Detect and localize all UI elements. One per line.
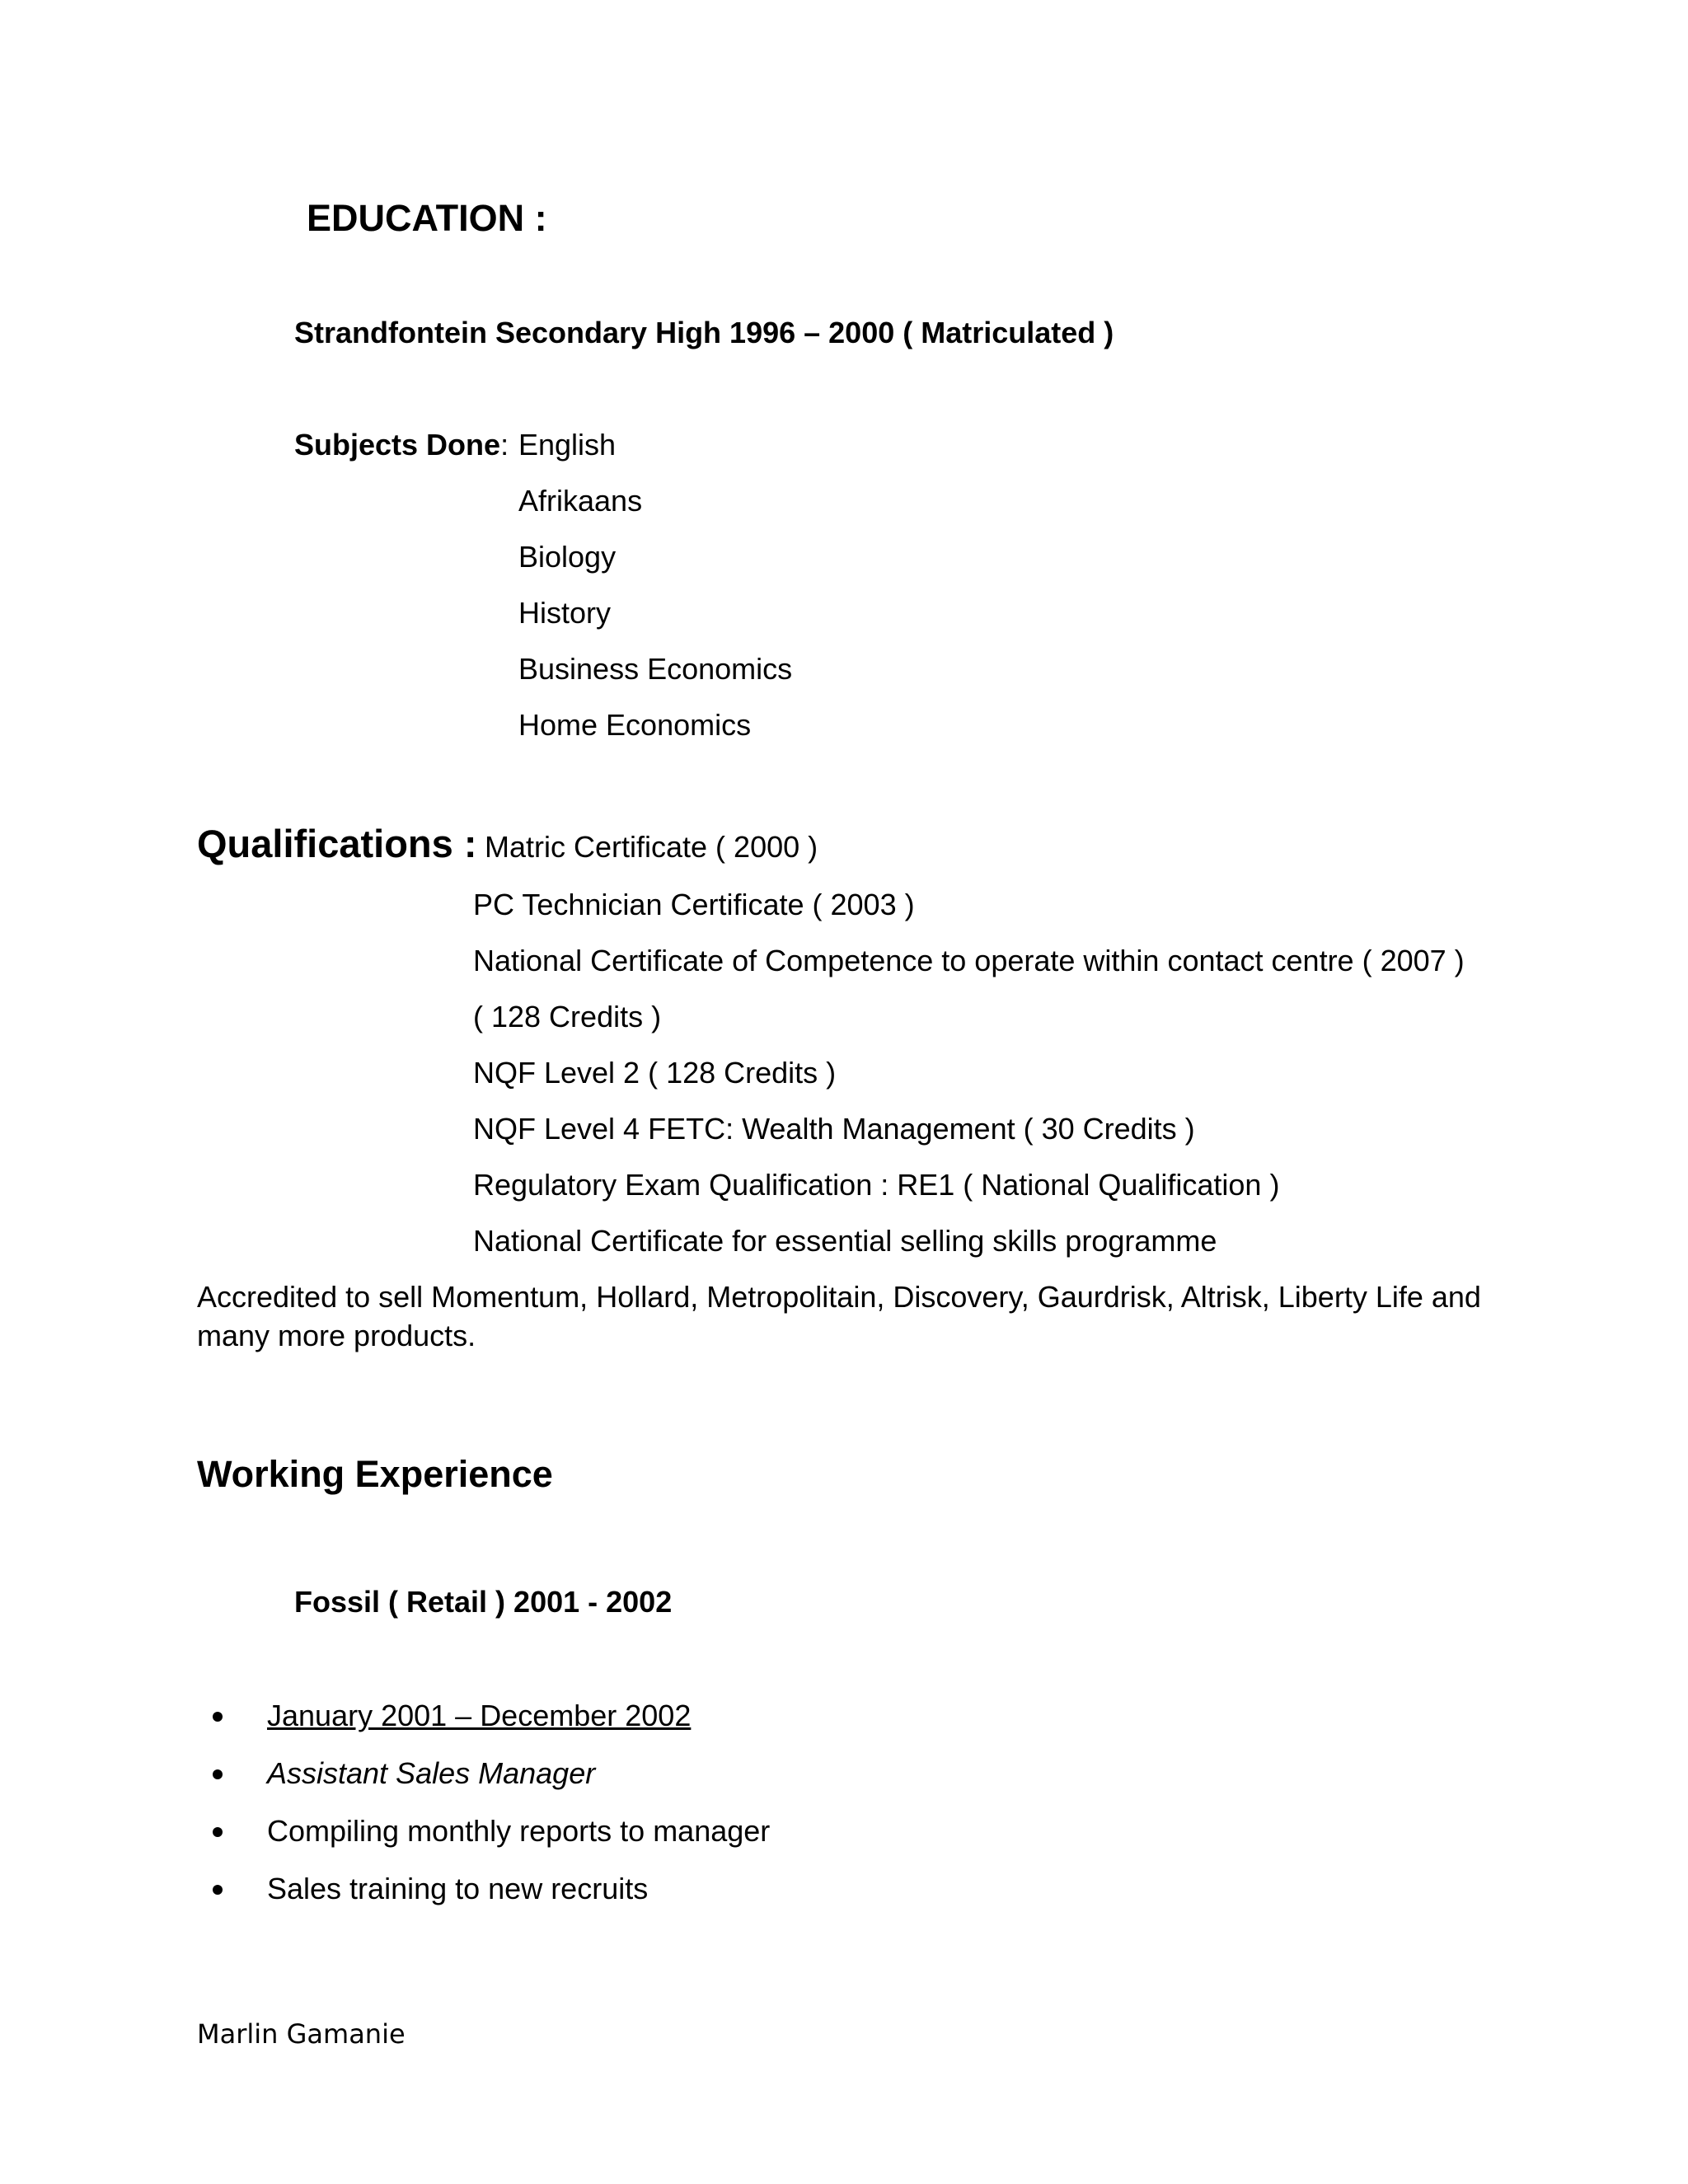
footer-name: Marlin Gamanie bbox=[197, 2018, 406, 2050]
subject-item: Business Economics bbox=[518, 652, 793, 686]
education-heading: EDUCATION : bbox=[307, 197, 547, 239]
qualification-item: ( 128 Credits ) bbox=[473, 1000, 662, 1033]
subjects-label-row bbox=[294, 427, 509, 463]
bullet-icon bbox=[213, 1769, 223, 1779]
accreditation-text: Accredited to sell Momentum, Hollard, Metropolitain, Discovery, Gaurdrisk, Altrisk, Liberty Life and many more products. bbox=[197, 1280, 1481, 1352]
list-item bbox=[213, 1755, 770, 1813]
school-line: Strandfontein Secondary High 1996 – 2000 ( Matriculated ) bbox=[294, 316, 1114, 349]
qualification-item: National Certificate for essential selling skills programme bbox=[473, 1224, 1217, 1258]
list-item bbox=[213, 1813, 770, 1871]
qualification-item: National Certificate of Competence to operate within contact centre ( 2007 ) bbox=[473, 944, 1465, 977]
subject-item: Afrikaans bbox=[518, 484, 643, 518]
subjects-colon: : bbox=[500, 428, 509, 462]
qualification-item: NQF Level 4 FETC: Wealth Management ( 30 Credits ) bbox=[473, 1112, 1195, 1146]
list-item bbox=[213, 1871, 770, 1929]
employer-line: Fossil ( Retail ) 2001 - 2002 bbox=[294, 1585, 673, 1619]
duty-item: Compiling monthly reports to manager bbox=[267, 1814, 771, 1848]
subject-item: Home Economics bbox=[518, 708, 752, 742]
qualifications-heading: Qualifications : bbox=[197, 822, 477, 865]
subjects-label: Subjects Done bbox=[294, 428, 501, 462]
subjects-list bbox=[518, 427, 792, 763]
job-title: Assistant Sales Manager bbox=[267, 1756, 596, 1790]
qualification-item: Matric Certificate ( 2000 ) bbox=[485, 830, 818, 864]
subject-item: English bbox=[518, 428, 617, 462]
list-item bbox=[213, 1698, 770, 1755]
duty-item: Sales training to new recruits bbox=[267, 1872, 649, 1905]
bullet-icon bbox=[213, 1885, 223, 1895]
employment-dates: January 2001 – December 2002 bbox=[267, 1699, 692, 1732]
subject-item: Biology bbox=[518, 540, 617, 574]
bullet-icon bbox=[213, 1827, 223, 1837]
qualifications-list bbox=[473, 887, 1465, 1279]
qualification-item: NQF Level 2 ( 128 Credits ) bbox=[473, 1056, 837, 1090]
qualification-item: PC Technician Certificate ( 2003 ) bbox=[473, 888, 915, 921]
work-experience-heading: Working Experience bbox=[197, 1453, 553, 1495]
subject-item: History bbox=[518, 596, 612, 630]
qualification-item: Regulatory Exam Qualification : RE1 ( National Qualification ) bbox=[473, 1168, 1280, 1202]
work-bullet-list bbox=[213, 1698, 770, 1929]
bullet-icon bbox=[213, 1712, 223, 1722]
